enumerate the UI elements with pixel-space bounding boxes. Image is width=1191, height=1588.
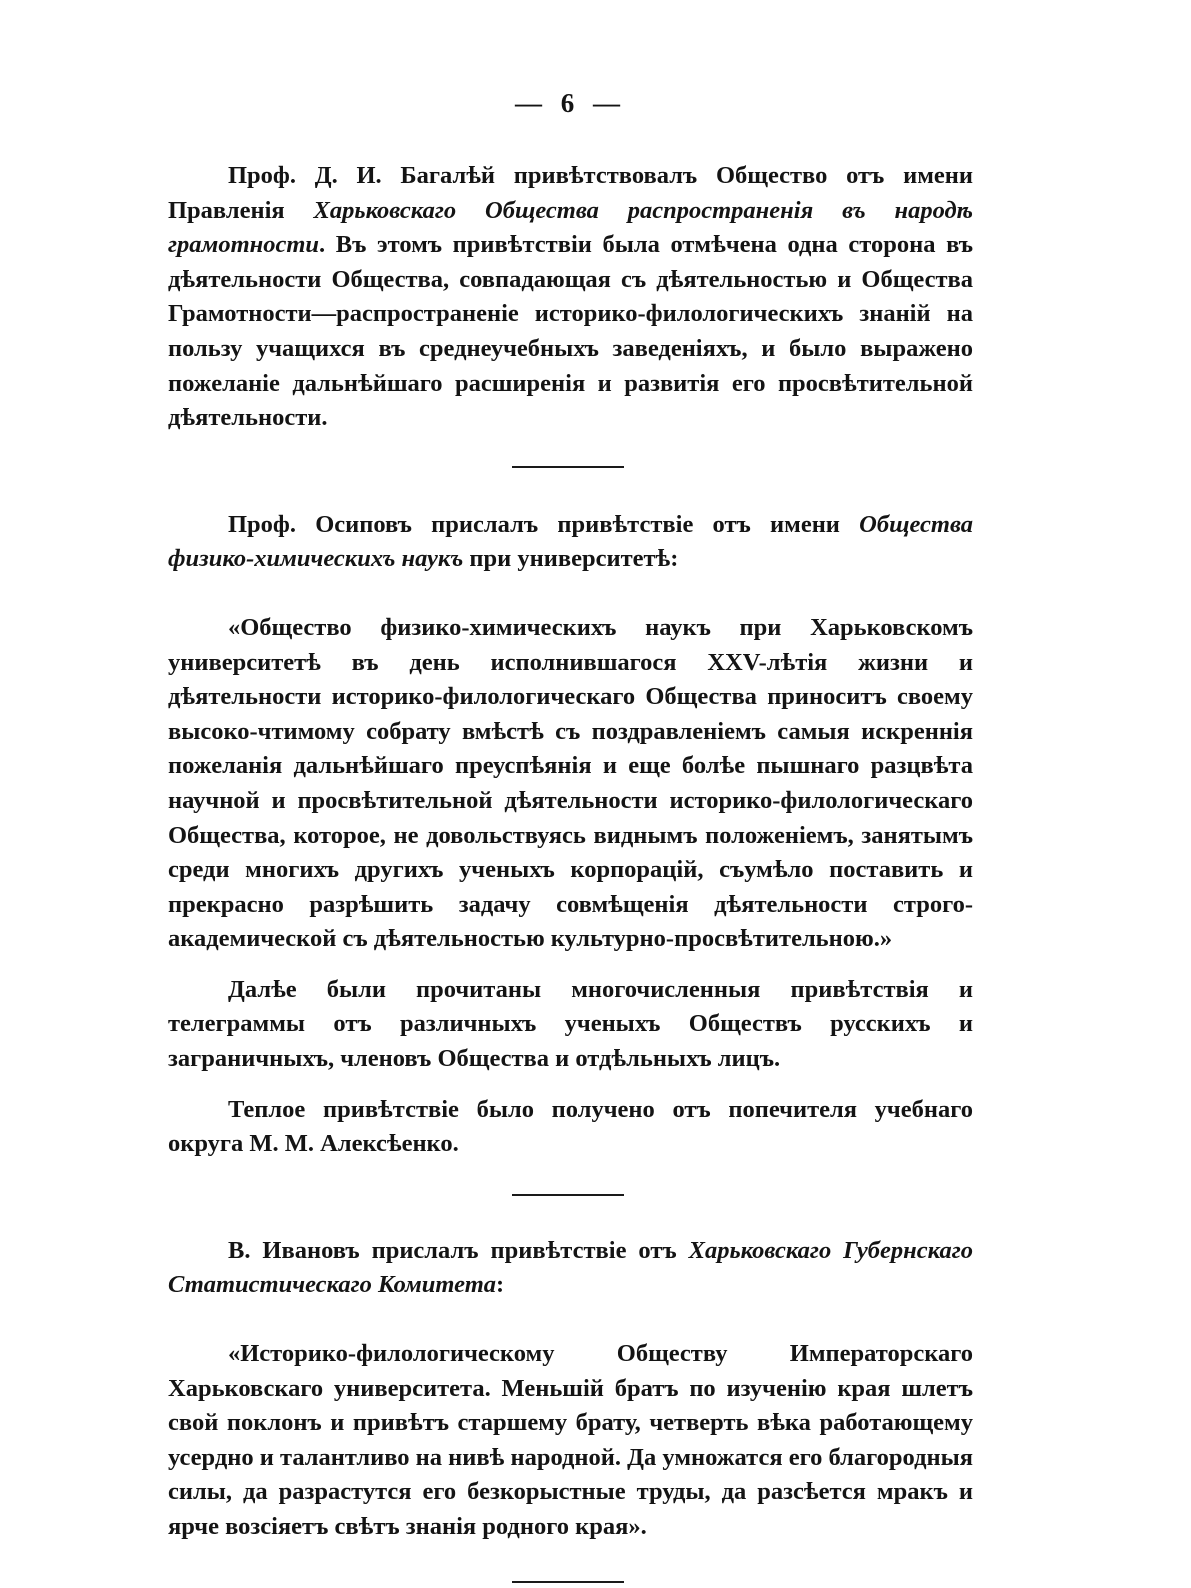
society-name-literacy: Харьковскаго Общества распространенія въ народѣ грамотности xyxy=(168,196,974,259)
paragraph-alekseenko: Теплое привѣтствіе было получено отъ попечителя учебнаго округа М. М. Алексѣенко. xyxy=(168,1095,973,1158)
section-divider xyxy=(512,466,624,468)
paragraph-bagalei: Проф. Д. И. Багалѣй привѣтствовалъ Общество отъ имени Правленія Харьковскаго Общества распространенія въ народѣ грамотности. Въ этомъ привѣтствіи была отмѣчена одна сторона въ дѣятельности Общества, совпадающая съ дѣятельностью и Общества Грамотности—распространеніе историко-филологическихъ знаній на пользу учащихся въ среднеучебныхъ заведеніяхъ, и было выражено пожеланіе дальнѣйшаго расширенія и развитія его просвѣтительной дѣятельности. xyxy=(168,162,974,432)
page-number: — 6 — xyxy=(515,88,626,118)
committee-name-statistics: Харьковскаго Губернскаго Статистическаго Комитета xyxy=(168,1236,973,1299)
section-divider xyxy=(512,1581,624,1583)
quote-statistics-committee: «Историко-филологическому Обществу Императорскаго Харьковскаго университета. Меньшій братъ по изученію края шлетъ свой поклонъ и привѣтъ старшему брату, четверть вѣка работающему усердно и талантливо на нивѣ народной. Да умножатся его благородныя силы, да разрастутся его безкорыстные труды, да разсѣется мракъ и ярче возсіяетъ свѣтъ знанія родного края». xyxy=(168,1340,973,1540)
section-divider xyxy=(512,1194,624,1196)
paragraph-telegrams: Далѣе были прочитаны многочисленныя привѣтствія и телеграммы отъ различныхъ ученыхъ Обществъ русскихъ и заграничныхъ, членовъ Общества и отдѣльныхъ лицъ. xyxy=(168,975,973,1073)
paragraph-osipov-intro: Проф. Осиповъ прислалъ привѣтствіе отъ имени Общества физико-химическихъ наукъ при университетѣ: xyxy=(168,510,973,573)
quote-physchem-society: «Общество физико-химическихъ наукъ при Харьковскомъ университетѣ въ день исполнившагося XXV-лѣтія жизни и дѣятельности историко-филологическаго Общества приноситъ своему высоко-чтимому собрату вмѣстѣ съ поздравленіемъ самыя искреннія пожеланія дальнѣйшаго преуспѣянія и еще болѣе пышнаго разцвѣта научной и просвѣтительной дѣятельности историко-филологическаго Общества, которое, не довольствуясь виднымъ положеніемъ, занятымъ среди многихъ другихъ ученыхъ корпорацій, съумѣло поставить и прекрасно разрѣшить задачу совмѣщенія дѣятельности строго-академической съ дѣятельностью культурно-просвѣтительною.» xyxy=(168,613,973,953)
society-name-physchem: Общества физико-химическихъ наукъ xyxy=(168,510,973,573)
paragraph-ivanov-intro: В. Ивановъ прислалъ привѣтствіе отъ Харьковскаго Губернскаго Статистическаго Комитета: xyxy=(168,1236,973,1299)
